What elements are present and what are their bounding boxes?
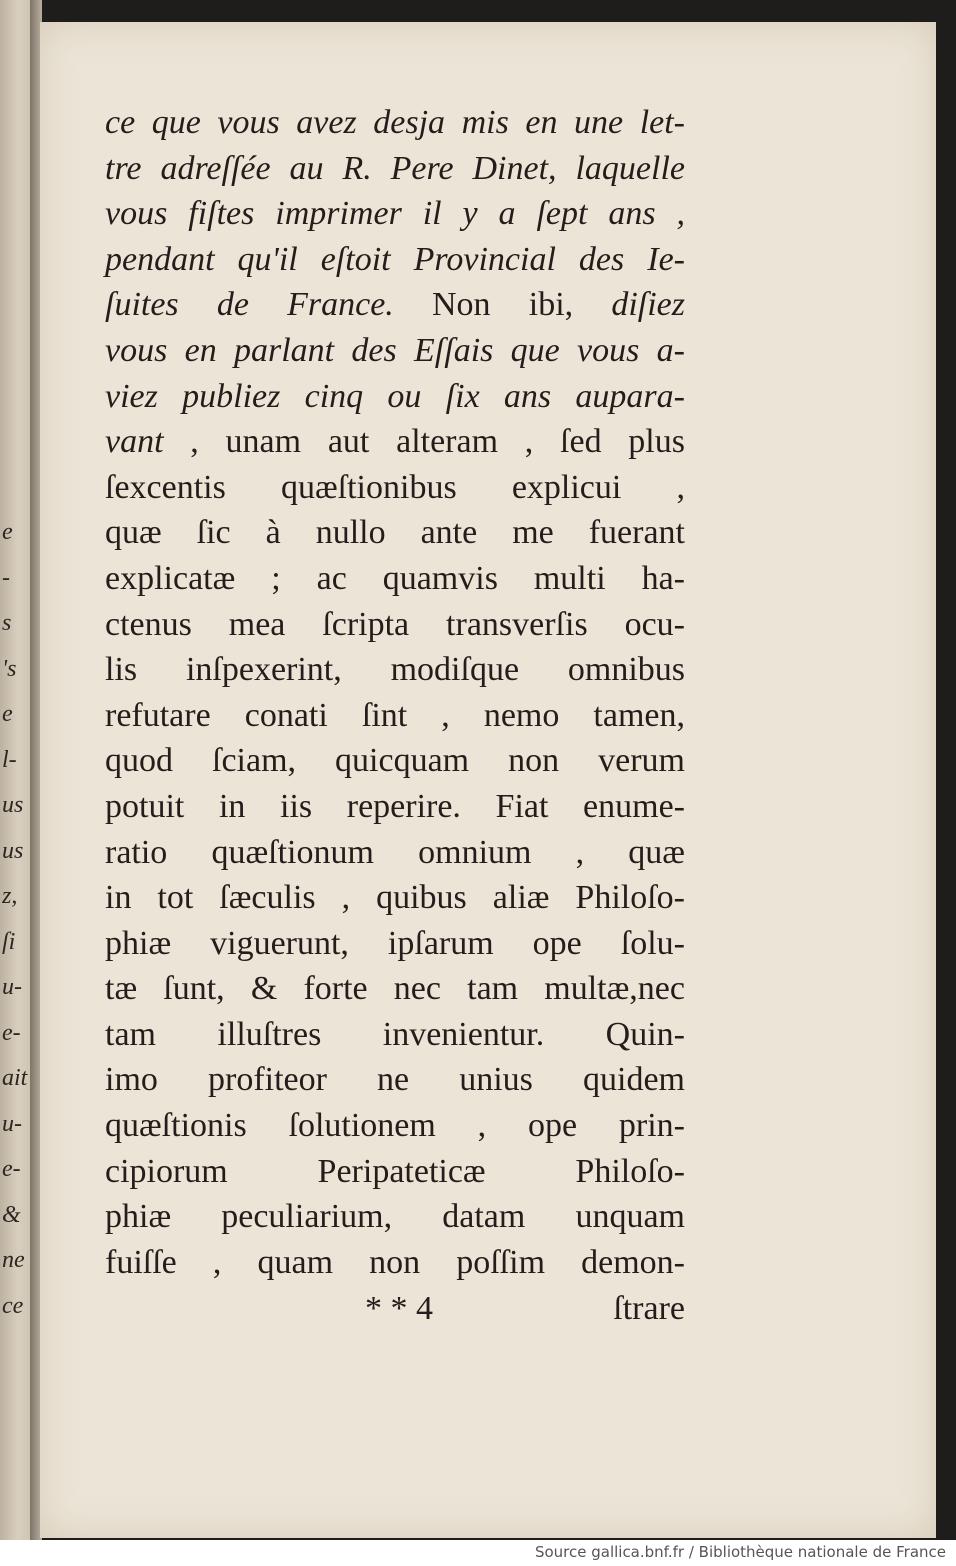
text-line-main: cipiorum Peripateticæ Philoſo- [105, 1152, 685, 1190]
text-line-main: quæſtionis ſolutionem , ope prin- [105, 1107, 685, 1145]
text-line [105, 282, 685, 328]
text-line [105, 966, 685, 1012]
text-line [105, 1057, 685, 1103]
margin-fragment: ait [2, 1065, 28, 1091]
text-line-main: viez publiez cinq ou ſix ans aupara- [105, 377, 685, 415]
source-credit: Source gallica.bnf.fr / Bibliothèque nationale de France [534, 1543, 946, 1561]
text-line [105, 647, 685, 693]
text-line [105, 419, 685, 465]
text-line-tail: , unam aut alteram , ſed plus [163, 423, 685, 461]
margin-fragment: & [2, 1201, 21, 1228]
text-line-main: potuit in iis reperire. Fiat enume- [105, 787, 685, 825]
text-line [105, 738, 685, 784]
previous-page-edge [0, 0, 30, 1540]
text-line [105, 693, 685, 739]
text-line-main: vous fiſtes imprimer il y a ſept ans , [105, 195, 685, 233]
text-line [105, 191, 685, 237]
text-line-main: tam illuſtres invenientur. Quin- [105, 1015, 685, 1053]
text-line-main: quæ ſic à nullo ante me fuerant [105, 514, 685, 552]
catchword: ſtrare [613, 1290, 685, 1327]
margin-fragment: us [2, 837, 24, 864]
margin-fragment: z, [2, 883, 18, 909]
text-line-main: explicatæ ; ac quamvis multi ha- [105, 559, 685, 597]
text-line-main: vous en parlant des Eſſais que vous a- [105, 331, 685, 369]
text-line [105, 784, 685, 830]
text-line-main: quod ſciam, quicquam non verum [105, 742, 685, 780]
margin-fragment: e- [2, 1019, 21, 1046]
margin-fragment: 's [2, 655, 17, 682]
text-line [105, 100, 685, 146]
text-line-main: ratio quæſtionum omnium , quæ [105, 833, 685, 871]
text-line-main: ſexcentis quæſtionibus explicui , [105, 468, 685, 506]
text-line-tail-italic: diſiez [611, 286, 685, 324]
text-line [105, 328, 685, 374]
margin-fragment: - [2, 564, 10, 591]
text-line [105, 465, 685, 511]
text-line [105, 556, 685, 602]
margin-fragment: e [2, 701, 13, 727]
text-line-main: tæ ſunt, & forte nec tam multæ,nec [105, 970, 685, 1008]
margin-fragment: e [2, 519, 13, 545]
margin-fragment: e- [2, 1156, 21, 1182]
previous-page-margin-text [2, 510, 28, 1329]
margin-fragment: u- [2, 974, 22, 1000]
text-line-tail: Non ibi, [393, 286, 612, 324]
text-line [105, 1149, 685, 1195]
text-line-main: fuiſſe , quam non poſſim demon- [105, 1243, 685, 1281]
margin-fragment: u- [2, 1110, 22, 1137]
margin-fragment: s [2, 610, 12, 636]
signature-mark: * * 4 [365, 1290, 433, 1327]
text-line-main: ctenus mea ſcripta transverſis ocu- [105, 605, 685, 643]
text-line [105, 830, 685, 876]
margin-fragment: ſi [2, 928, 16, 955]
text-line-main: vant [105, 423, 164, 461]
text-line [105, 510, 685, 556]
margin-fragment: us [2, 792, 24, 818]
text-line-main: lis inſpexerint, modiſque omnibus [105, 651, 685, 689]
text-line [105, 1194, 685, 1240]
text-line [105, 921, 685, 967]
text-line [105, 1240, 685, 1286]
text-line-main: phiæ viguerunt, ipſarum ope ſolu- [105, 924, 685, 962]
margin-fragment: ce [2, 1292, 24, 1319]
text-line [105, 374, 685, 420]
text-line-main: ſuites de France. [105, 286, 394, 324]
margin-fragment: ne [2, 1247, 25, 1273]
text-line-main: ce que vous avez desja mis en une let- [105, 104, 685, 141]
text-line [105, 146, 685, 192]
text-line [105, 875, 685, 921]
text-line [105, 1012, 685, 1058]
page-footer-line [365, 1286, 685, 1332]
text-line [105, 1103, 685, 1149]
source-footer [0, 1540, 956, 1566]
text-line-main: tre adreſſée au R. Pere Dinet, laquelle [105, 149, 685, 187]
text-line-main: in tot ſæculis , quibus aliæ Philoſo- [105, 879, 685, 917]
text-line [105, 602, 685, 648]
text-line-main: phiæ peculiarium, datam unquam [105, 1198, 685, 1236]
text-line-main: pendant qu'il eſtoit Provincial des Ie- [105, 240, 685, 278]
page-text-block [105, 100, 685, 1285]
text-line-main: imo profiteor ne unius quidem [105, 1061, 685, 1099]
text-line-main: refutare conati ſint , nemo tamen, [105, 696, 685, 734]
margin-fragment: l- [2, 746, 17, 773]
text-line [105, 237, 685, 283]
